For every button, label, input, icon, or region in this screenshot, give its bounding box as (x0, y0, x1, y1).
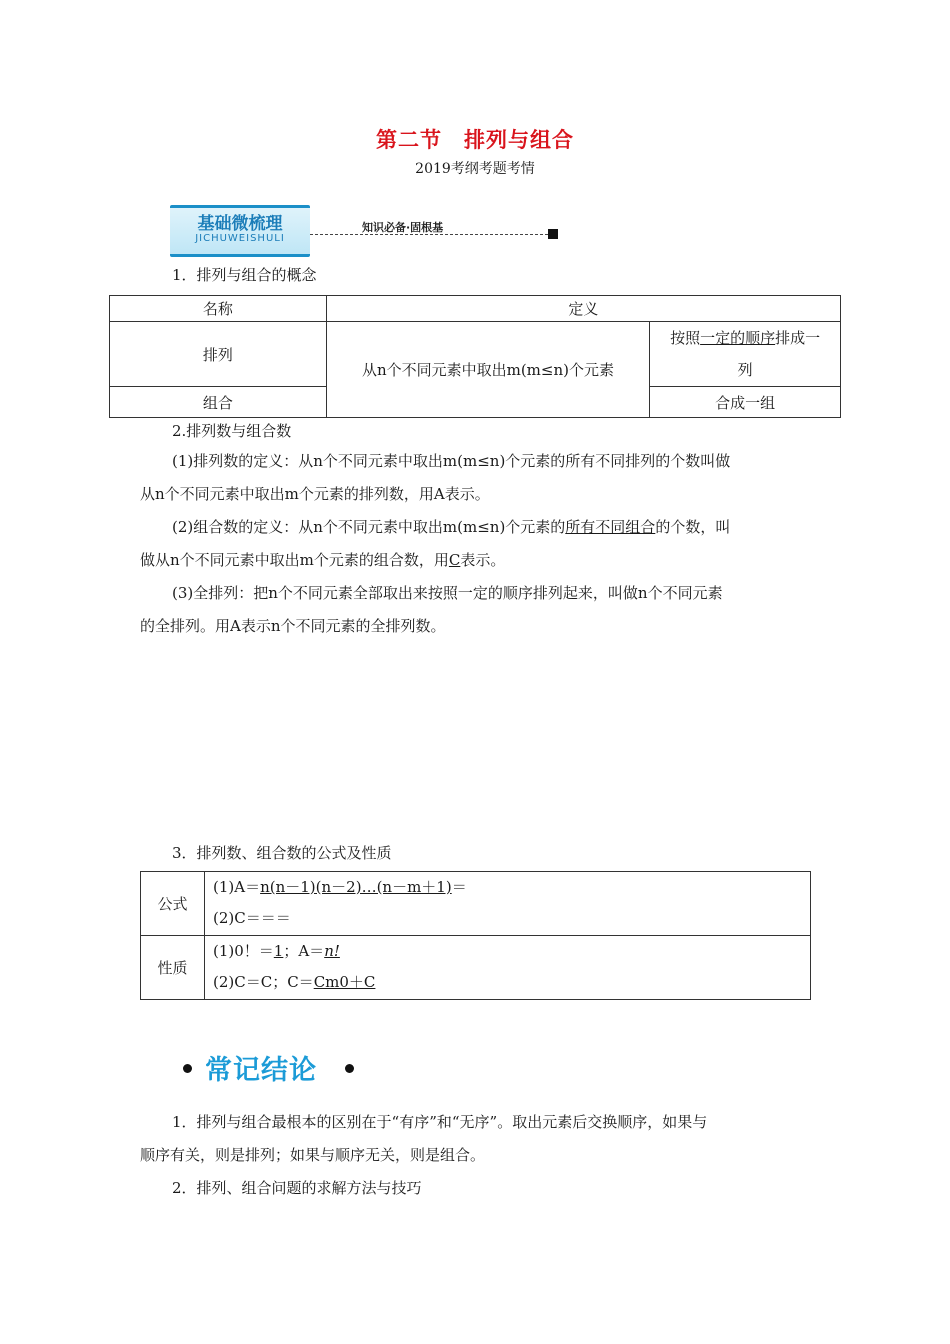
underlined-text: n! (324, 942, 340, 960)
banner-sub-text: JICHUWEISHULI (195, 233, 285, 244)
table-row (110, 322, 841, 387)
p3-line2: 的全排列。用A表示n个不同元素的全排列数。 (140, 617, 446, 635)
text: ＝ (451, 878, 467, 896)
banner-main-text: 基础微梳理 (197, 214, 283, 234)
underlined-text: C (448, 551, 461, 569)
conclusions-block (140, 1106, 820, 1205)
table-row (110, 296, 841, 322)
table-row (141, 936, 811, 1000)
banner-tag-text: 知识必备·固根基 (362, 221, 444, 234)
text: 排成一 (775, 329, 821, 347)
underlined-text: Cm0＋C (313, 973, 376, 991)
cell-permutation-definition (650, 322, 841, 387)
cell-shared-definition: 从n个不同元素中取出m(m≤n)个元素 (326, 322, 650, 418)
formula-line-2: (2)C＝＝＝ (213, 909, 291, 927)
p2-line1 (140, 511, 820, 544)
cell-combination-definition: 合成一组 (650, 387, 841, 418)
table-row (141, 872, 811, 936)
property-cell (205, 936, 811, 1000)
property-line-2 (213, 967, 810, 998)
text: (1)0！＝ (213, 942, 274, 960)
text: 做从n个不同元素中取出m个元素的组合数，用 (140, 551, 449, 569)
page-subtitle: 2019考纲考题考情 (415, 161, 535, 177)
p3-line1: (3)全排列：把n个不同元素全部取出来按照一定的顺序排列起来，叫做n个不同元素 (172, 584, 723, 602)
p1-line2: 从n个不同元素中取出m个元素的排列数，用A表示。 (140, 485, 490, 503)
formula-line-1 (213, 872, 810, 903)
underlined-text: 所有不同组合 (565, 518, 656, 536)
text: 按照 (670, 329, 701, 347)
text: 的个数，叫 (655, 518, 731, 536)
formula-table (140, 871, 811, 1000)
cell-combination: 组合 (110, 387, 327, 418)
section-heading-1: 1．排列与组合的概念 (172, 266, 317, 284)
text: 列 (737, 361, 753, 379)
c1-line2: 顺序有关，则是排列；如果与顺序无关，则是组合。 (140, 1146, 486, 1164)
p1-line1: (1)排列数的定义：从n个不同元素中取出m(m≤n)个元素的所有不同排列的个数叫做 (172, 452, 731, 470)
underlined-text: 1 (273, 942, 284, 960)
c1-line1: 1．排列与组合最根本的区别在于“有序”和“无序”。取出元素后交换顺序，如果与 (172, 1113, 708, 1131)
formula-label: 公式 (141, 872, 205, 936)
cell-permutation: 排列 (110, 322, 327, 387)
concept-table (109, 295, 841, 418)
property-line-1 (213, 936, 810, 967)
text: (2)C＝C；C＝ (213, 973, 314, 991)
c2-line: 2．排列、组合问题的求解方法与技巧 (172, 1179, 422, 1197)
underlined-text: 一定的顺序 (700, 329, 776, 347)
page-title: 第二节 排列与组合 (376, 128, 574, 152)
text: ；A＝ (283, 942, 325, 960)
header-name: 名称 (110, 296, 327, 322)
section-banner-conclusions (175, 1046, 365, 1090)
property-label: 性质 (141, 936, 205, 1000)
section-heading-3: 3．排列数、组合数的公式及性质 (172, 844, 392, 862)
text: (1)A＝ (213, 878, 261, 896)
banner-conclusions-text: 常记结论 (205, 1055, 317, 1086)
bullet-dot-icon (183, 1064, 192, 1073)
text: (2)组合数的定义：从n个不同元素中取出m(m≤n)个元素的 (172, 518, 566, 536)
definitions-block (140, 445, 820, 643)
section-banner-basics (170, 205, 570, 255)
formula-cell (205, 872, 811, 936)
banner-square-icon (548, 229, 558, 239)
section-heading-2: 2.排列数与组合数 (172, 422, 292, 440)
text: 表示。 (460, 551, 506, 569)
underlined-text: n(n－1)(n－2)…(n－m＋1) (260, 878, 452, 896)
p2-line2 (140, 544, 820, 577)
bullet-dot-icon (345, 1064, 354, 1073)
header-definition: 定义 (326, 296, 840, 322)
